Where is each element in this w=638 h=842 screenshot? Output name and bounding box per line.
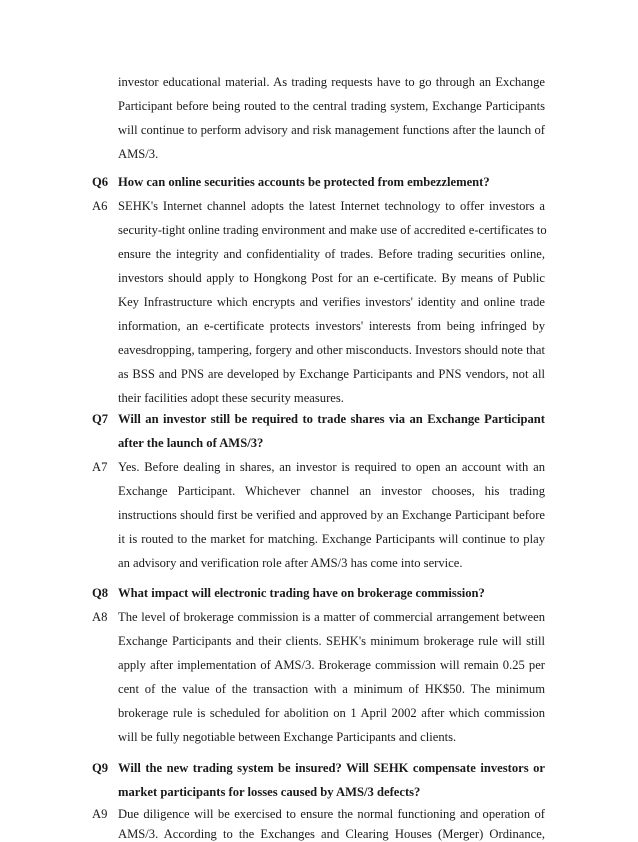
answer-line: brokerage rule is scheduled for abolition on 1 April 2002 after which commission bbox=[118, 706, 545, 720]
answer-line: apply after implementation of AMS/3. Brokerage commission will remain 0.25 per bbox=[118, 658, 545, 672]
answer-number: A9 bbox=[92, 807, 108, 821]
answer-line: will be fully negotiable between Exchange Participants and clients. bbox=[118, 730, 457, 744]
answer-line: Yes. Before dealing in shares, an investor is required to open an account with an bbox=[118, 460, 545, 474]
question-number: Q9 bbox=[92, 761, 109, 775]
answer-line: Key Infrastructure which encrypts and verifies investors' identity and online trade bbox=[118, 295, 545, 309]
intro-line: will continue to perform advisory and risk management functions after the launch of bbox=[118, 123, 545, 137]
question-text: market participants for losses caused by AMS/3 defects? bbox=[118, 785, 421, 799]
answer-line: cent of the value of the transaction with a minimum of HK$50. The minimum bbox=[118, 682, 545, 696]
answer-line: AMS/3. According to the Exchanges and Clearing Houses (Merger) Ordinance, bbox=[118, 827, 545, 841]
answer-number: A7 bbox=[92, 460, 108, 474]
answer-line: security-tight online trading environment and make use of accredited e-certificates to bbox=[118, 223, 547, 237]
answer-line: investors should apply to Hongkong Post for an e-certificate. By means of Public bbox=[118, 271, 545, 285]
question-number: Q7 bbox=[92, 412, 109, 426]
answer-line: instructions should first be verified and approved by an Exchange Participant before bbox=[118, 508, 545, 522]
intro-line: AMS/3. bbox=[118, 147, 159, 161]
question-text: Will an investor still be required to trade shares via an Exchange Participant bbox=[118, 412, 545, 426]
answer-line: eavesdropping, tampering, forgery and other misconducts. Investors should note that bbox=[118, 343, 545, 357]
question-text: How can online securities accounts be protected from embezzlement? bbox=[118, 175, 490, 189]
answer-number: A6 bbox=[92, 199, 108, 213]
answer-line: Exchange Participants and their clients. SEHK's minimum brokerage rule will still bbox=[118, 634, 545, 648]
answer-line: Exchange Participant. Whichever channel an investor chooses, his trading bbox=[118, 484, 545, 498]
intro-line: investor educational material. As trading requests have to go through an Exchange bbox=[118, 75, 545, 89]
answer-line: Due diligence will be exercised to ensure the normal functioning and operation of bbox=[118, 807, 545, 821]
answer-line: their facilities adopt these security measures. bbox=[118, 391, 344, 405]
answer-line: SEHK's Internet channel adopts the latest Internet technology to offer investors a bbox=[118, 199, 545, 213]
answer-line: information, an e-certificate protects investors' interests from being infringed by bbox=[118, 319, 545, 333]
answer-line: an advisory and verification role after AMS/3 has come into service. bbox=[118, 556, 463, 570]
answer-line: as BSS and PNS are developed by Exchange Participants and PNS vendors, not all bbox=[118, 367, 545, 381]
answer-line: it is routed to the market for matching. Exchange Participants will continue to play bbox=[118, 532, 545, 546]
question-text: What impact will electronic trading have on brokerage commission? bbox=[118, 586, 485, 600]
question-text: Will the new trading system be insured? Will SEHK compensate investors or bbox=[118, 761, 545, 775]
question-number: Q8 bbox=[92, 586, 109, 600]
question-number: Q6 bbox=[92, 175, 109, 189]
answer-number: A8 bbox=[92, 610, 108, 624]
answer-line: ensure the integrity and confidentiality of trades. Before trading securities online, bbox=[118, 247, 545, 261]
answer-line: The level of brokerage commission is a matter of commercial arrangement between bbox=[118, 610, 545, 624]
intro-line: Participant before being routed to the central trading system, Exchange Participants bbox=[118, 99, 545, 113]
question-text: after the launch of AMS/3? bbox=[118, 436, 264, 450]
